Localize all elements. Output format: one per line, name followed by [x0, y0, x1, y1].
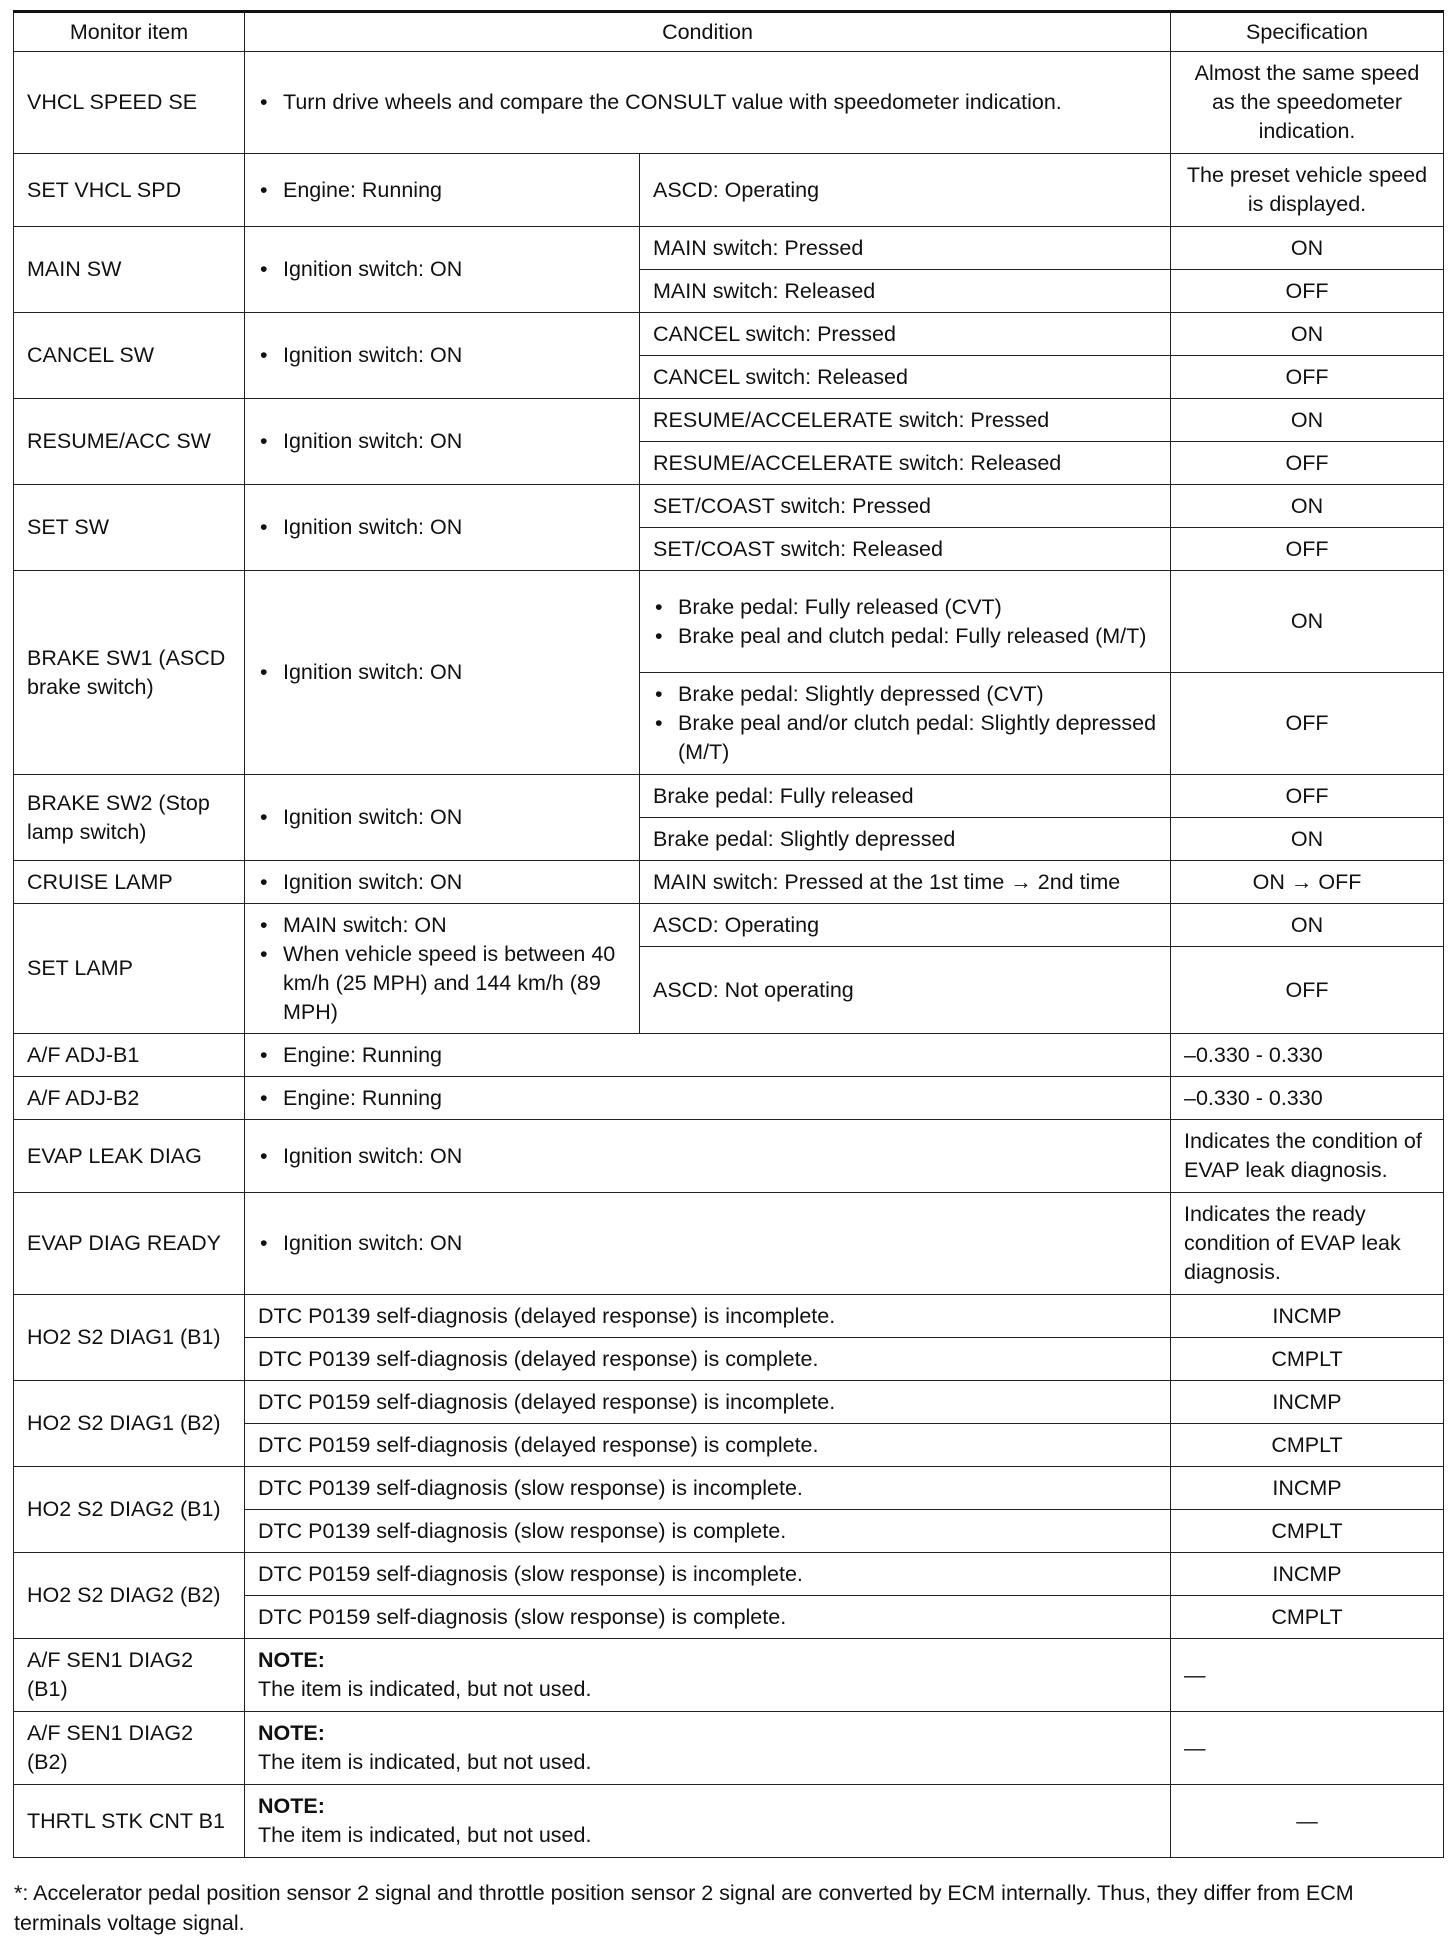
condition-bullet: • Ignition switch: ON [258, 803, 626, 832]
table-row [14, 571, 1444, 673]
specification: OFF [1171, 947, 1444, 1034]
condition: DTC P0139 self-diagnosis (slow response) is complete. [245, 1510, 1171, 1553]
condition-bullet: • Engine: Running [258, 1084, 1157, 1113]
condition: DTC P0139 self-diagnosis (delayed response) is complete. [245, 1338, 1171, 1381]
table-row [14, 399, 1444, 442]
monitor-item: VHCL SPEED SE [14, 52, 245, 154]
monitor-item: HO2 S2 DIAG2 (B2) [14, 1553, 245, 1639]
specification: ON [1171, 227, 1444, 270]
specification: Indicates the ready condition of EVAP leak diagnosis. [1171, 1193, 1444, 1295]
specification: — [1171, 1639, 1444, 1712]
specification: CMPLT [1171, 1596, 1444, 1639]
sub-condition: ASCD: Operating [640, 904, 1171, 947]
sub-condition-bullet: • Brake pedal: Slightly depressed (CVT) [653, 680, 1157, 709]
specification: — [1171, 1712, 1444, 1785]
table-row [14, 1077, 1444, 1120]
table-row [14, 313, 1444, 356]
monitor-item: BRAKE SW2 (Stop lamp switch) [14, 775, 245, 861]
sub-condition: Brake pedal: Fully released [640, 775, 1171, 818]
condition-bullet: • Engine: Running [258, 1041, 1157, 1070]
note-text: The item is indicated, but not used. [258, 1677, 592, 1701]
specification: INCMP [1171, 1467, 1444, 1510]
monitor-item: EVAP DIAG READY [14, 1193, 245, 1295]
condition-bullet: • Ignition switch: ON [258, 1229, 1157, 1258]
specification: Almost the same speed as the speedometer indication. [1171, 52, 1444, 154]
condition: DTC P0159 self-diagnosis (delayed response) is incomplete. [245, 1381, 1171, 1424]
condition [245, 1712, 1171, 1785]
condition-bullet: • Engine: Running [258, 176, 626, 205]
sub-condition: SET/COAST switch: Pressed [640, 485, 1171, 528]
condition [245, 1077, 1171, 1120]
header-condition: Condition [245, 12, 1171, 52]
sub-condition-bullet: • Brake pedal: Fully released (CVT) [653, 593, 1157, 622]
specification: –0.330 - 0.330 [1171, 1034, 1444, 1077]
specification: ON [1171, 313, 1444, 356]
condition-bullet: • Ignition switch: ON [258, 1142, 1157, 1171]
specification: Indicates the condition of EVAP leak diagnosis. [1171, 1120, 1444, 1193]
condition-bullet: • Ignition switch: ON [258, 868, 626, 897]
monitor-item: BRAKE SW1 (ASCD brake switch) [14, 571, 245, 775]
sub-condition [640, 673, 1171, 775]
sub-condition: ASCD: Not operating [640, 947, 1171, 1034]
condition: DTC P0159 self-diagnosis (delayed response) is complete. [245, 1424, 1171, 1467]
specification: CMPLT [1171, 1510, 1444, 1553]
sub-condition: MAIN switch: Released [640, 270, 1171, 313]
specification: INCMP [1171, 1295, 1444, 1338]
specification: OFF [1171, 775, 1444, 818]
specification: INCMP [1171, 1553, 1444, 1596]
condition [245, 571, 640, 775]
monitor-item: CANCEL SW [14, 313, 245, 399]
specification: OFF [1171, 673, 1444, 775]
table-row [14, 1193, 1444, 1295]
condition-bullet: • Ignition switch: ON [258, 341, 626, 370]
monitor-item: A/F ADJ-B2 [14, 1077, 245, 1120]
condition [245, 399, 640, 485]
condition-bullet: • MAIN switch: ON [258, 911, 626, 940]
condition [245, 1193, 1171, 1295]
sub-condition-bullet: • Brake peal and/or clutch pedal: Slightly depressed (M/T) [653, 709, 1157, 767]
sub-condition: CANCEL switch: Pressed [640, 313, 1171, 356]
monitor-item: CRUISE LAMP [14, 861, 245, 904]
monitor-item: A/F SEN1 DIAG2 (B2) [14, 1712, 245, 1785]
footnote: *: Accelerator pedal position sensor 2 signal and throttle position sensor 2 signal are converted by ECM internally. Thus, they differ from ECM terminals voltage signal. [14, 1881, 1354, 1935]
sub-condition: Brake pedal: Slightly depressed [640, 818, 1171, 861]
condition: DTC P0159 self-diagnosis (slow response) is incomplete. [245, 1553, 1171, 1596]
condition [245, 1785, 1171, 1858]
specification: ON [1171, 904, 1444, 947]
condition [245, 227, 640, 313]
table-row [14, 904, 1444, 947]
table-row [14, 1553, 1444, 1596]
header-monitor-item: Monitor item [14, 12, 245, 52]
condition-bullet: • Ignition switch: ON [258, 658, 626, 687]
specification: ON [1171, 571, 1444, 673]
specification: ON → OFF [1171, 861, 1444, 904]
condition [245, 775, 640, 861]
specification: OFF [1171, 528, 1444, 571]
condition [245, 1034, 1171, 1077]
monitor-item: SET SW [14, 485, 245, 571]
monitor-spec-table [13, 10, 1444, 1858]
specification: INCMP [1171, 1381, 1444, 1424]
header-row [14, 12, 1444, 52]
monitor-item: A/F SEN1 DIAG2 (B1) [14, 1639, 245, 1712]
condition: DTC P0159 self-diagnosis (slow response) is complete. [245, 1596, 1171, 1639]
table-row [14, 52, 1444, 154]
monitor-item: MAIN SW [14, 227, 245, 313]
specification: The preset vehicle speed is displayed. [1171, 154, 1444, 227]
sub-condition [640, 571, 1171, 673]
condition [245, 904, 640, 1034]
table-row [14, 1295, 1444, 1338]
specification: CMPLT [1171, 1338, 1444, 1381]
note-text: The item is indicated, but not used. [258, 1823, 592, 1847]
sub-condition: ASCD: Operating [640, 154, 1171, 227]
note-label: NOTE: [258, 1721, 325, 1745]
specification: CMPLT [1171, 1424, 1444, 1467]
specification: — [1171, 1785, 1444, 1858]
sub-condition: SET/COAST switch: Released [640, 528, 1171, 571]
monitor-item: RESUME/ACC SW [14, 399, 245, 485]
specification: OFF [1171, 442, 1444, 485]
table-row [14, 1381, 1444, 1424]
table-row [14, 154, 1444, 227]
specification: ON [1171, 399, 1444, 442]
monitor-item: EVAP LEAK DIAG [14, 1120, 245, 1193]
condition-bullet: • Ignition switch: ON [258, 255, 626, 284]
monitor-item: HO2 S2 DIAG1 (B2) [14, 1381, 245, 1467]
note-text: The item is indicated, but not used. [258, 1750, 592, 1774]
sub-condition: CANCEL switch: Released [640, 356, 1171, 399]
header-specification: Specification [1171, 12, 1444, 52]
note-label: NOTE: [258, 1794, 325, 1818]
specification: ON [1171, 818, 1444, 861]
monitor-item: HO2 S2 DIAG1 (B1) [14, 1295, 245, 1381]
note-label: NOTE: [258, 1648, 325, 1672]
condition [245, 861, 640, 904]
condition [245, 1639, 1171, 1712]
monitor-item: SET LAMP [14, 904, 245, 1034]
table-row [14, 1639, 1444, 1712]
table-row [14, 485, 1444, 528]
sub-condition-bullet: • Brake peal and clutch pedal: Fully released (M/T) [653, 622, 1157, 651]
specification: OFF [1171, 356, 1444, 399]
specification: –0.330 - 0.330 [1171, 1077, 1444, 1120]
table-row [14, 1467, 1444, 1510]
condition [245, 52, 1171, 154]
condition: DTC P0139 self-diagnosis (slow response) is incomplete. [245, 1467, 1171, 1510]
sub-condition: RESUME/ACCELERATE switch: Released [640, 442, 1171, 485]
condition: DTC P0139 self-diagnosis (delayed response) is incomplete. [245, 1295, 1171, 1338]
sub-condition: MAIN switch: Pressed [640, 227, 1171, 270]
specification: ON [1171, 485, 1444, 528]
sub-condition: RESUME/ACCELERATE switch: Pressed [640, 399, 1171, 442]
condition-bullet: • Turn drive wheels and compare the CONSULT value with speedometer indication. [258, 88, 1157, 117]
condition [245, 485, 640, 571]
monitor-item: A/F ADJ-B1 [14, 1034, 245, 1077]
table-row [14, 1785, 1444, 1858]
table-row [14, 1712, 1444, 1785]
table-row [14, 1034, 1444, 1077]
table-row [14, 861, 1444, 904]
condition [245, 154, 640, 227]
sub-condition: MAIN switch: Pressed at the 1st time → 2nd time [640, 861, 1171, 904]
condition [245, 313, 640, 399]
monitor-item: SET VHCL SPD [14, 154, 245, 227]
table-row [14, 1120, 1444, 1193]
table-row [14, 227, 1444, 270]
condition-bullet: • Ignition switch: ON [258, 427, 626, 456]
condition [245, 1120, 1171, 1193]
table-row [14, 775, 1444, 818]
condition-bullet: • Ignition switch: ON [258, 513, 626, 542]
monitor-item: THRTL STK CNT B1 [14, 1785, 245, 1858]
condition-bullet: • When vehicle speed is between 40 km/h (25 MPH) and 144 km/h (89 MPH) [258, 940, 626, 1027]
specification: OFF [1171, 270, 1444, 313]
monitor-item: HO2 S2 DIAG2 (B1) [14, 1467, 245, 1553]
